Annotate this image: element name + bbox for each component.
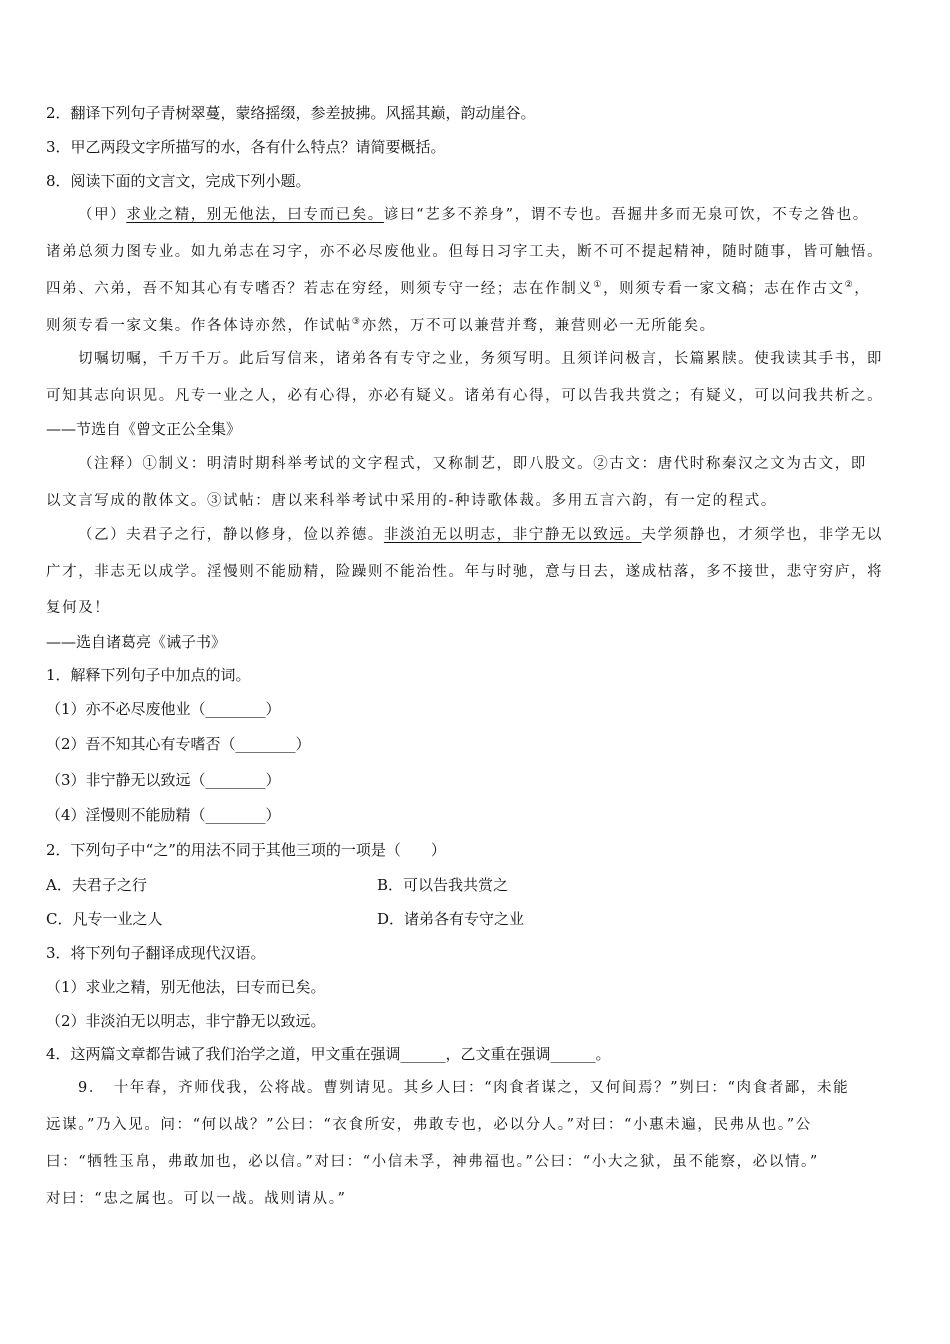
passage-jia-line6: 可知其志向识见。凡专一业之人，必有心得，亦必有疑义。诸弟有心得，可以告我共赏之；有疑义，可以问我共析之。	[46, 388, 884, 404]
q9-line1: 9． 十年春，齐师伐我，公将战。曹刿请见。其乡人曰：“肉食者谋之，又何间焉？”刿曰：“肉食者鄙，未能	[78, 1080, 850, 1096]
q7-sub2: 2．翻译下列句子青树翠蔓，蒙络摇缀，参差披拂。风摇其巅，韵动崖谷。	[46, 104, 536, 122]
sub1-item: （2）吾不知其心有专嗜否（________）	[46, 735, 311, 753]
passage-jia-line2: 诸弟总须力图专业。如九弟志在习字，亦不必尽废他业。但每日习字工夫，断不可不提起精神，随时随事，皆可触悟。	[46, 244, 884, 260]
notes-line2: 以文言写成的散体文。③试帖：唐以来科举考试中采用的-种诗歌体裁。多用五言六韵，有一定的程式。	[46, 493, 777, 509]
sub2-option-a: A．夫君子之行	[46, 876, 147, 894]
footnote-marker: ③	[351, 317, 362, 328]
q9-line3: 曰：“牺牲玉帛，弗敢加也，必以信。”对曰：“小信未孚，神弗福也。”公曰：“小大之狱，虽不能察，必以情。”	[46, 1154, 819, 1170]
sub2-option-c: C．凡专一业之人	[46, 910, 163, 928]
underlined-sentence: 非淡泊无以明志，非宁静无以致远。	[383, 527, 642, 543]
passage-jia-source: ——节选自《曾文正公全集》	[46, 420, 242, 438]
sub2-stem: 2．下列句子中“之”的用法不同于其他三项的一项是（ ）	[46, 841, 446, 859]
sub2-option-d: D．诸弟各有专守之业	[377, 910, 525, 928]
sub1-item: （4）淫慢则不能励精（________）	[46, 806, 281, 824]
q8-intro: 8．阅读下面的文言文，完成下列小题。	[46, 172, 311, 190]
footnote-marker: ②	[844, 280, 855, 291]
q9-line2: 远谋。”乃入见。问：“何以战？”公曰：“衣食所安，弗敢专也，必以分人。”对曰：“小惠未遍，民弗从也。”公	[46, 1117, 812, 1133]
passage-yi-line3: 复何及！	[46, 600, 111, 616]
sub2-option-b: B．可以告我共赏之	[377, 876, 509, 894]
underlined-sentence: 求业之精，别无他法，曰专而已矣。	[126, 207, 384, 223]
passage-jia-line4: 则须专看一家文集。作各体诗亦然，作试帖③亦然，万不可以兼营并骛，兼营则必一无所能矣。	[46, 317, 716, 334]
sub1-item: （1）亦不必尽废他业（________）	[46, 700, 281, 718]
q9-line4: 对曰：“忠之属也。可以一战。战则请从。”	[46, 1191, 347, 1207]
passage-yi-line1: （乙）夫君子之行，静以修身，俭以养德。非淡泊无以明志，非宁静无以致远。夫学须静也，才须学也，非学无以	[78, 527, 884, 543]
sub4-stem: 4．这两篇文章都告诫了我们治学之道，甲文重在强调______，乙文重在强调______。	[46, 1045, 611, 1063]
notes-line1: （注释）①制义：明清时期科举考试的文字程式，又称制艺，即八股文。②古文：唐代时称秦汉之文为古文，即	[78, 456, 867, 472]
passage-jia-line5: 切嘱切嘱，千万千万。此后写信来，诸弟各有专守之业，务须写明。且须详问极言，长篇累牍。使我读其手书，即	[78, 351, 883, 367]
passage-jia-line3: 四弟、六弟，吾不知其心有专嗜否？若志在穷经，则须专守一经；志在作制义①，则须专看一家文稿；志在作古文②，	[46, 280, 871, 297]
q7-sub3: 3．甲乙两段文字所描写的水，各有什么特点？请简要概括。	[46, 138, 446, 156]
sub1-stem: 1．解释下列句子中加点的词。	[46, 666, 251, 684]
passage-yi-line2: 广才，非志无以成学。淫慢则不能励精，险躁则不能治性。年与时驰，意与日去，遂成枯落，多不接世，悲守穷庐，将	[46, 564, 884, 580]
footnote-marker: ①	[593, 280, 604, 291]
passage-jia-line1: （甲）求业之精，别无他法，曰专而已矣。谚曰“艺多不养身”，谓不专也。吾掘井多而无泉可饮，不专之咎也。	[78, 207, 869, 223]
sub3-stem: 3．将下列句子翻译成现代汉语。	[46, 944, 266, 962]
passage-yi-source: ——选自诸葛亮《诫子书》	[46, 633, 227, 651]
sub1-item: （3）非宁静无以致远（________）	[46, 771, 281, 789]
sub3-item: （1）求业之精，别无他法，曰专而已矣。	[46, 978, 326, 996]
sub3-item: （2）非淡泊无以明志，非宁静无以致远。	[46, 1012, 326, 1030]
